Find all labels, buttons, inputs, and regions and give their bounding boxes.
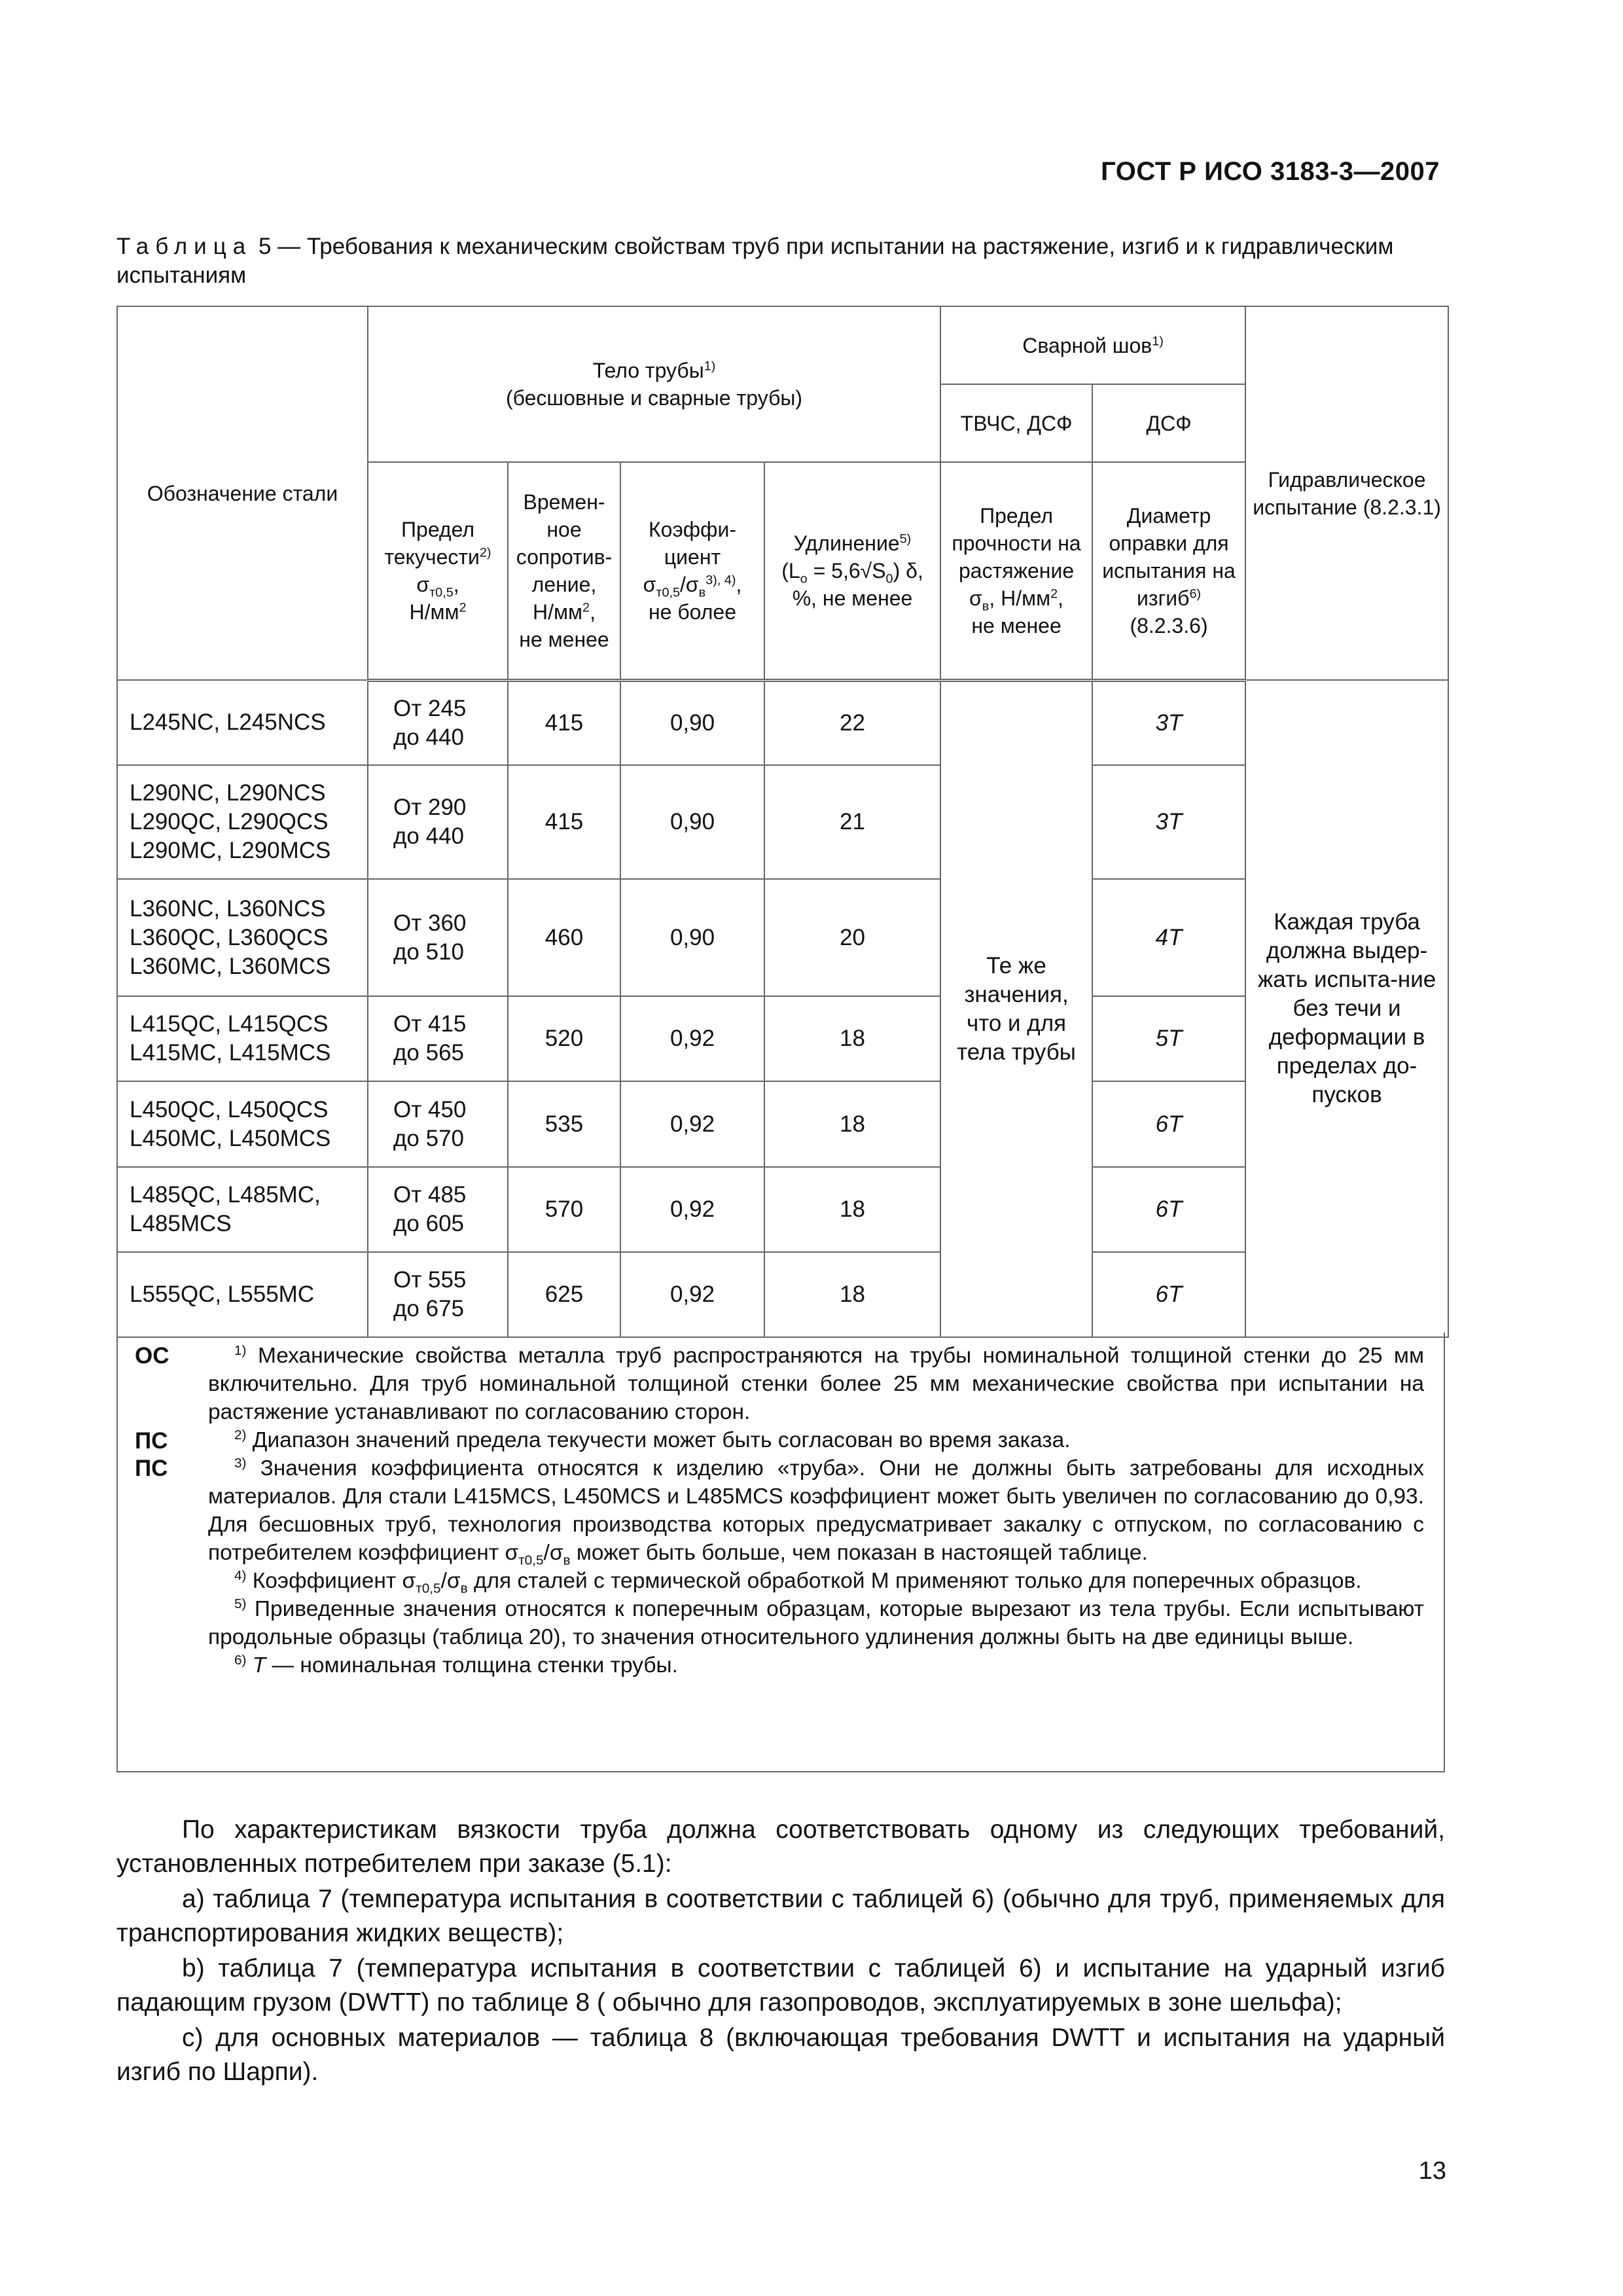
header-weld-seam: Сварной шов$^{1)}$	[940, 306, 1245, 384]
cell-bend: 6T	[1092, 1081, 1245, 1167]
cell-grade: L555QC, L555MC	[117, 1252, 368, 1337]
cell-yield-range: От 245 до 440	[368, 680, 508, 765]
marker-ps: ПС	[135, 1428, 168, 1454]
table-footnotes	[116, 1333, 1445, 1772]
cell-yield-range: От 415 до 565	[368, 996, 508, 1081]
header-tensile-strength: Времен-ное сопротив-ление, $Н/мм^2$, не менее	[508, 462, 620, 680]
cell-yield-range: От 450 до 570	[368, 1081, 508, 1167]
paragraph-option-c: с) для основных материалов — таблица 8 (включающая требования DWTT и испытания на ударный изгиб по Шарпи).	[116, 2024, 1445, 2086]
footnote-5: $^{5)}$ Приведенные значения относятся к поперечным образцам, которые вырезают из тела трубы. Если испытывают продольные образцы (таблица 20), то значения относительного удлинения должны быть на две единицы выше.	[208, 1596, 1424, 1649]
cell-grade: L450QC, L450QCS L450MC, L450MCS	[117, 1081, 368, 1167]
cell-bend: 6T	[1092, 1167, 1245, 1252]
header-bend-mandrel: Диаметр оправки для испытания на изгиб$^{6)}$ (8.2.3.6)	[1092, 462, 1245, 680]
cell-bend: 5T	[1092, 996, 1245, 1081]
cell-elongation: 18	[764, 1167, 940, 1252]
cell-bend: 6T	[1092, 1252, 1245, 1337]
footnote-2: $^{2)}$ Диапазон значений предела текучести может быть согласован во время заказа.	[234, 1427, 1071, 1452]
table-caption	[116, 232, 1445, 290]
cell-hydro-text: Каждая труба должна выдер-жать испыта-ние без течи и деформации в пределах до-пусков	[1245, 680, 1448, 1337]
paragraph-intro: По характеристикам вязкости труба должна соответствовать одному из следующих требований, установленных потребителем при заказе (5.1):	[116, 1816, 1445, 1878]
caption-label: Таблица	[116, 234, 253, 259]
cell-yield-range: От 555 до 675	[368, 1252, 508, 1337]
cell-tensile: 520	[508, 996, 620, 1081]
document-code: ГОСТ Р ИСО 3183-3—2007	[1101, 157, 1440, 186]
table-row	[117, 680, 1448, 765]
footnote-6: $^{6)}$ T — номинальная толщина стенки трубы.	[234, 1652, 678, 1677]
caption-text: 5 — Требования к механическим свойствам труб при испытании на растяжение, изгиб и к гидравлическим испытаниям	[116, 234, 1394, 288]
header-hydro-test: Гидравлическое испытание (8.2.3.1)	[1245, 306, 1448, 680]
cell-grade: L360NC, L360NCS L360QC, L360QCS L360MC, L360MCS	[117, 879, 368, 996]
cell-grade: L485QC, L485MC, L485MCS	[117, 1167, 368, 1252]
header-hfw: ТВЧС, ДСФ	[940, 384, 1092, 462]
cell-yield-range: От 360 до 510	[368, 879, 508, 996]
cell-elongation: 18	[764, 1081, 940, 1167]
cell-tensile: 415	[508, 680, 620, 765]
cell-ratio: 0,90	[620, 765, 764, 879]
header-ratio: Коэффи-циент $\sigma_{т0,5}/\sigma_в^{3), 4)}$, не более	[620, 462, 764, 680]
cell-tensile: 415	[508, 765, 620, 879]
cell-ratio: 0,90	[620, 879, 764, 996]
cell-elongation: 22	[764, 680, 940, 765]
cell-tensile: 570	[508, 1167, 620, 1252]
paragraph-option-b: b) таблица 7 (температура испытания в соответствии с таблицей 6) и испытание на ударный изгиб падающим грузом (DWTT) по таблице 8 ( обычно для газопроводов, эксплуатируемых в зоне шельфа);	[116, 1954, 1445, 2017]
header-elongation: Удлинение$^{5)}$ $(L_o = 5,6√S_0)$ δ, %, не менее	[764, 462, 940, 680]
cell-elongation: 20	[764, 879, 940, 996]
cell-tensile: 625	[508, 1252, 620, 1337]
footnote-3: $^{3)}$ Значения коэффициента относятся к изделию «труба». Они не должны быть затребованы для исходных материалов. Для стали L415MCS, L450MCS и L485MCS коэффициент может быть увеличен по согласованию до 0,93. Для бесшовных труб, технология производства которых предусматривает закалку с отпуском, по согласованию с потребителем коэффициент $\sigma_{т0,5}/\sigma_в$ может быть больше, чем показан в настоящей таблице.	[208, 1455, 1424, 1568]
cell-bend: 3T	[1092, 765, 1245, 879]
header-yield-strength: Предел текучести$^{2)}$ $\sigma_{т0,5}$, $Н/мм^2$	[368, 462, 508, 680]
paragraph-option-a: а) таблица 7 (температура испытания в соответствии с таблицей 6) (обычно для труб, применяемых для транспортирования жидких веществ);	[116, 1885, 1445, 1947]
header-saw: ДСФ	[1092, 384, 1245, 462]
footnote-4: $^{4)}$ Коэффициент $\sigma_{т0,5}/\sigma_в$ для сталей с термической обработкой М применяют только для поперечных образцов.	[234, 1568, 1362, 1596]
mechanical-properties-table	[116, 306, 1449, 1338]
marker-ps: ПС	[135, 1456, 168, 1481]
cell-grade: L245NC, L245NCS	[117, 680, 368, 765]
cell-ratio: 0,92	[620, 1167, 764, 1252]
cell-grade: L415QC, L415QCS L415MC, L415MCS	[117, 996, 368, 1081]
cell-ratio: 0,92	[620, 996, 764, 1081]
page-number: 13	[1418, 2157, 1446, 2185]
header-weld-tensile: Предел прочности на растяжение $\sigma_в$, $Н/мм^2$, не менее	[940, 462, 1092, 680]
cell-grade: L290NC, L290NCS L290QC, L290QCS L290MC, L290MCS	[117, 765, 368, 879]
cell-tensile: 460	[508, 879, 620, 996]
header-steel-grade: Обозначение стали	[117, 306, 368, 680]
cell-weld-same-values: Те же значения, что и для тела трубы	[940, 680, 1092, 1337]
cell-elongation: 21	[764, 765, 940, 879]
header-pipe-body: Тело трубы$^{1)}$ (бесшовные и сварные трубы)	[368, 306, 940, 462]
cell-elongation: 18	[764, 1252, 940, 1337]
cell-elongation: 18	[764, 996, 940, 1081]
marker-os: ОС	[135, 1343, 169, 1369]
cell-ratio: 0,92	[620, 1081, 764, 1167]
cell-yield-range: От 485 до 605	[368, 1167, 508, 1252]
cell-bend: 4T	[1092, 879, 1245, 996]
cell-tensile: 535	[508, 1081, 620, 1167]
footnote-1: $^{1)}$ Механические свойства металла труб распространяются на трубы номинальной толщиной стенки до 25 мм включительно. Для труб номинальной толщиной стенки более 25 мм механические свойства при испытании на растяжение устанавливают по согласованию сторон.	[208, 1342, 1424, 1424]
cell-ratio: 0,90	[620, 680, 764, 765]
cell-bend: 3T	[1092, 680, 1245, 765]
body-text	[116, 1813, 1445, 2090]
cell-yield-range: От 290 до 440	[368, 765, 508, 879]
cell-ratio: 0,92	[620, 1252, 764, 1337]
